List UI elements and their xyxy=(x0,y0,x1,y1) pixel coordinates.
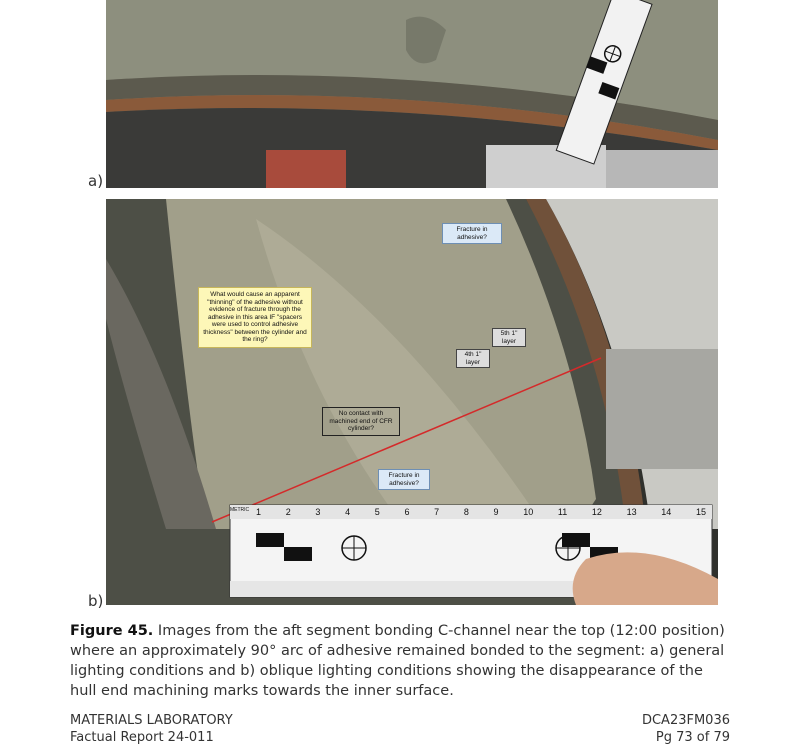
footer-report: Factual Report 24-011 xyxy=(70,730,214,745)
scale-number: 4 xyxy=(345,507,351,517)
annotation-thinning-question: What would cause an apparent "thinning" of the adhesive without evidence of fracture through the adhesive in this area IF "spacers were used to control adhesive thickness" between the cylinder and the ring? xyxy=(198,287,312,348)
annotation-fracture-top: Fracture in adhesive? xyxy=(442,223,502,244)
footer-doc-id: DCA23FM036 xyxy=(641,713,730,728)
scale-number: 14 xyxy=(661,507,672,517)
scale-number: 7 xyxy=(434,507,440,517)
footer-right xyxy=(590,712,730,746)
scale-label: METRIC xyxy=(230,507,250,513)
footer-org: MATERIALS LABORATORY xyxy=(70,713,233,728)
scale-number: 2 xyxy=(285,507,291,517)
photo-a-image xyxy=(106,0,718,188)
scale-number: 5 xyxy=(374,507,380,517)
figure-photo-b xyxy=(106,199,718,605)
scale-number: 10 xyxy=(523,507,534,517)
scale-number: 6 xyxy=(404,507,410,517)
panel-letter-a: a) xyxy=(88,172,104,190)
annotation-fracture-bottom: Fracture in adhesive? xyxy=(378,469,430,490)
panel-letter-b: b) xyxy=(88,592,104,610)
annotation-layer-4: 4th 1" layer xyxy=(456,349,490,368)
annotation-no-contact: No contact with machined end of CFR cylinder? xyxy=(322,407,400,436)
scale-number: 9 xyxy=(493,507,499,517)
scale-number: 15 xyxy=(695,507,706,517)
figure-caption xyxy=(70,621,730,701)
scale-number: 3 xyxy=(315,507,321,517)
scale-numbers xyxy=(256,507,706,517)
scale-number: 8 xyxy=(463,507,469,517)
footer-left xyxy=(70,712,233,746)
scale-number: 11 xyxy=(557,507,568,517)
scale-number: 1 xyxy=(256,507,262,517)
caption-text: Images from the aft segment bonding C-channel near the top (12:00 position) where an approximately 90° arc of adhesive remained bonded to the segment: a) general lighting conditions and b) oblique lighting conditions showing the disappearance of the hull end machining marks towards the inner surface. xyxy=(70,623,725,699)
figure-label: Figure 45. xyxy=(70,623,154,639)
scale-number: 12 xyxy=(591,507,602,517)
figure-photo-a xyxy=(106,0,718,188)
annotation-layer-5: 5th 1" layer xyxy=(492,328,526,347)
photo-b-image xyxy=(106,199,718,605)
scale-number: 13 xyxy=(626,507,637,517)
footer-page: Pg 73 of 79 xyxy=(655,730,730,745)
